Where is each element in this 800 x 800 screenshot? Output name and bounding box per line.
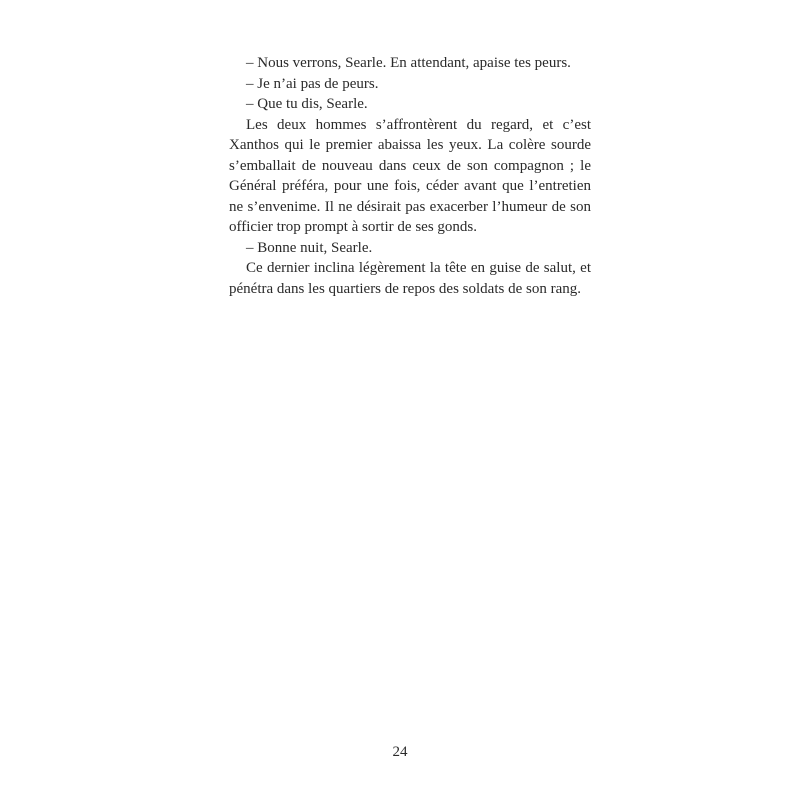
narrative-paragraph: Ce dernier inclina légèrement la tête en guise de salut, et pénétra dans les quartiers de repos des soldats de son rang. <box>229 260 591 297</box>
dialogue-line: – Bonne nuit, Searle. <box>246 239 373 256</box>
page-number: 24 <box>392 744 408 760</box>
dialogue-line: – Que tu dis, Searle. <box>246 96 368 112</box>
body-text <box>229 53 591 299</box>
narrative-paragraph: Les deux hommes s’affrontèrent du regard, et c’est Xanthos qui le premier abaissa les yeux. La colère sourde s’emballait de nouveau dans ceux de son compagnon ; le Général préféra, pour une fois, céder avant que l’entretien ne s’envenime. Il ne désirait pas exacerber l’humeur de son officier trop prompt à sortir de ses gonds. <box>229 116 591 235</box>
dialogue-line: – Nous verrons, Searle. En attendant, apaise tes peurs. <box>246 55 571 71</box>
dialogue-line: – Je n’ai pas de peurs. <box>246 75 379 92</box>
